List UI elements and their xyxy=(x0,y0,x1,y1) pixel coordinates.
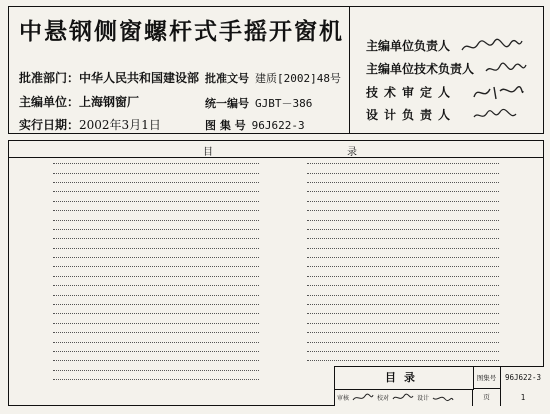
toc-leader-dots xyxy=(53,285,259,286)
toc-entry xyxy=(291,289,513,298)
approval-number-label: 批准文号 xyxy=(205,72,249,85)
toc-entry xyxy=(291,355,513,364)
toc-leader-dots xyxy=(307,173,499,174)
toc-entry xyxy=(37,224,273,233)
designer-signature-icon xyxy=(472,107,518,125)
toc-leader-dots xyxy=(307,351,499,352)
toc-leader-dots xyxy=(53,323,259,324)
effective-date-label: 实行日期： xyxy=(19,118,80,132)
toc-leader-dots xyxy=(53,173,259,174)
unit-head-label: 主编单位负责人 xyxy=(366,39,451,53)
toc-entry xyxy=(291,261,513,270)
toc-entry xyxy=(37,355,273,364)
toc-leader-dots xyxy=(307,229,499,230)
approval-number-row xyxy=(205,70,341,86)
cover-header xyxy=(8,6,544,134)
toc-leader-dots xyxy=(53,229,259,230)
toc-right-column xyxy=(291,158,513,365)
toc-leader-dots xyxy=(307,313,499,314)
design-signature-icon xyxy=(432,393,454,403)
designer-label: 设计负责人 xyxy=(366,108,457,122)
toc-left-column xyxy=(37,158,273,383)
toc-entry xyxy=(291,271,513,280)
toc-entry xyxy=(37,167,273,176)
unified-number-value: GJBT－386 xyxy=(255,97,313,110)
editor-unit-value: 上海钢窗厂 xyxy=(79,95,140,109)
toc-entry xyxy=(291,186,513,195)
toc-leader-dots xyxy=(53,295,259,296)
toc-entry xyxy=(291,308,513,317)
toc-entry xyxy=(37,346,273,355)
toc-entry xyxy=(291,327,513,336)
atlas-number-value: 96J622-3 xyxy=(251,119,305,132)
unit-head-row xyxy=(366,37,524,56)
toc-leader-dots xyxy=(307,285,499,286)
toc-leader-dots xyxy=(53,360,259,361)
toc-leader-dots xyxy=(307,276,499,277)
design-label: 设计 xyxy=(417,395,430,402)
toc-leader-dots xyxy=(307,360,499,361)
toc-leader-dots xyxy=(307,323,499,324)
tech-head-label: 主编单位技术负责人 xyxy=(366,62,475,76)
toc-entry xyxy=(291,158,513,167)
toc-entry xyxy=(291,214,513,223)
toc-leader-dots xyxy=(307,201,499,202)
effective-date-value: 2002年3月1日 xyxy=(79,118,161,132)
toc-heading xyxy=(9,141,543,158)
toc-leader-dots xyxy=(307,342,499,343)
toc-entry xyxy=(37,336,273,345)
effective-date-row xyxy=(19,116,161,133)
toc-entry xyxy=(37,271,273,280)
check-signature-icon xyxy=(392,393,414,403)
toc-heading-char-1: 目 xyxy=(203,147,213,158)
toc-leader-dots xyxy=(53,220,259,221)
toc-entry xyxy=(37,158,273,167)
sheet-name: 目录 xyxy=(335,367,474,390)
page-title: 中悬钢侧窗螺杆式手摇开窗机 xyxy=(19,19,344,45)
toc-entry xyxy=(37,186,273,195)
toc-leader-dots xyxy=(53,248,259,249)
toc-entry xyxy=(291,196,513,205)
check-label: 校对 xyxy=(377,395,390,402)
toc-leader-dots xyxy=(53,257,259,258)
toc-entry xyxy=(37,205,273,214)
designer-row xyxy=(366,106,518,125)
approval-dept-value: 中华人民共和国建设部 xyxy=(79,71,200,85)
toc-entry xyxy=(37,233,273,242)
toc-leader-dots xyxy=(53,191,259,192)
toc-leader-dots xyxy=(307,248,499,249)
approval-dept-label: 批准部门： xyxy=(19,71,80,85)
approver-label: 技术审定人 xyxy=(366,85,457,100)
toc-leader-dots xyxy=(53,201,259,202)
toc-leader-dots xyxy=(307,295,499,296)
toc-entry xyxy=(291,280,513,289)
tech-head-signature-icon xyxy=(484,61,528,79)
atlas-label: 图集号 xyxy=(473,367,501,389)
unified-number-row xyxy=(205,95,312,111)
toc-entry xyxy=(37,177,273,186)
toc-entry xyxy=(37,252,273,261)
toc-leader-dots xyxy=(53,351,259,352)
toc-leader-dots xyxy=(307,182,499,183)
page-label: 页 xyxy=(473,389,501,406)
unified-number-label: 统一编号 xyxy=(205,97,249,110)
toc-entry xyxy=(37,261,273,270)
toc-leader-dots xyxy=(53,342,259,343)
toc-leader-dots xyxy=(53,379,259,380)
toc-entry xyxy=(291,243,513,252)
editor-unit-row xyxy=(19,93,139,110)
toc-leader-dots xyxy=(53,313,259,314)
responsibility-signatures xyxy=(350,7,543,133)
toc-leader-dots xyxy=(53,276,259,277)
toc-entry xyxy=(291,346,513,355)
atlas-number-row xyxy=(205,117,305,133)
title-block xyxy=(334,366,544,406)
toc-leader-dots xyxy=(53,332,259,333)
toc-entry xyxy=(291,205,513,214)
toc-leader-dots xyxy=(307,238,499,239)
toc-entry xyxy=(37,308,273,317)
approver-signature-icon xyxy=(472,83,524,103)
toc-heading-char-2: 录 xyxy=(347,147,357,158)
approval-strip xyxy=(335,389,473,406)
toc-entry xyxy=(37,214,273,223)
toc-leader-dots xyxy=(53,182,259,183)
toc-leader-dots xyxy=(307,220,499,221)
approver-row xyxy=(366,83,524,103)
atlas-value: 96J622-3 xyxy=(504,373,542,382)
toc-entry xyxy=(291,252,513,261)
toc-leader-dots xyxy=(307,266,499,267)
toc-entry xyxy=(37,327,273,336)
toc-leader-dots xyxy=(53,266,259,267)
toc-entry xyxy=(37,289,273,298)
toc-leader-dots xyxy=(53,163,259,164)
toc-entry xyxy=(37,318,273,327)
review-signature-icon xyxy=(352,393,374,403)
review-label: 审核 xyxy=(337,395,350,402)
toc-leader-dots xyxy=(307,191,499,192)
page-number: 1 xyxy=(520,393,526,402)
toc-leader-dots xyxy=(307,210,499,211)
toc-entry xyxy=(291,318,513,327)
toc-entry xyxy=(291,233,513,242)
editor-unit-label: 主编单位： xyxy=(19,95,80,109)
toc-leader-dots xyxy=(53,238,259,239)
toc-leader-dots xyxy=(307,304,499,305)
publication-info xyxy=(9,7,350,133)
toc-entry xyxy=(291,167,513,176)
toc-leader-dots xyxy=(53,210,259,211)
toc-entry xyxy=(37,374,273,383)
toc-entry xyxy=(37,299,273,308)
approval-dept-row xyxy=(19,69,199,86)
toc-leader-dots xyxy=(53,370,259,371)
tech-head-row xyxy=(366,60,528,79)
toc-entry xyxy=(37,243,273,252)
atlas-number-label: 图 集 号 xyxy=(205,119,246,132)
toc-entry xyxy=(291,299,513,308)
unit-head-signature-icon xyxy=(460,38,524,56)
approval-number-value: 建质[2002]48号 xyxy=(255,72,341,85)
toc-entry xyxy=(291,224,513,233)
toc-entry xyxy=(37,365,273,374)
toc-leader-dots xyxy=(307,332,499,333)
toc-entry xyxy=(291,336,513,345)
toc-leader-dots xyxy=(307,163,499,164)
toc-leader-dots xyxy=(53,304,259,305)
toc-entry xyxy=(291,177,513,186)
toc-leader-dots xyxy=(307,257,499,258)
toc-entry xyxy=(37,280,273,289)
toc-entry xyxy=(37,196,273,205)
